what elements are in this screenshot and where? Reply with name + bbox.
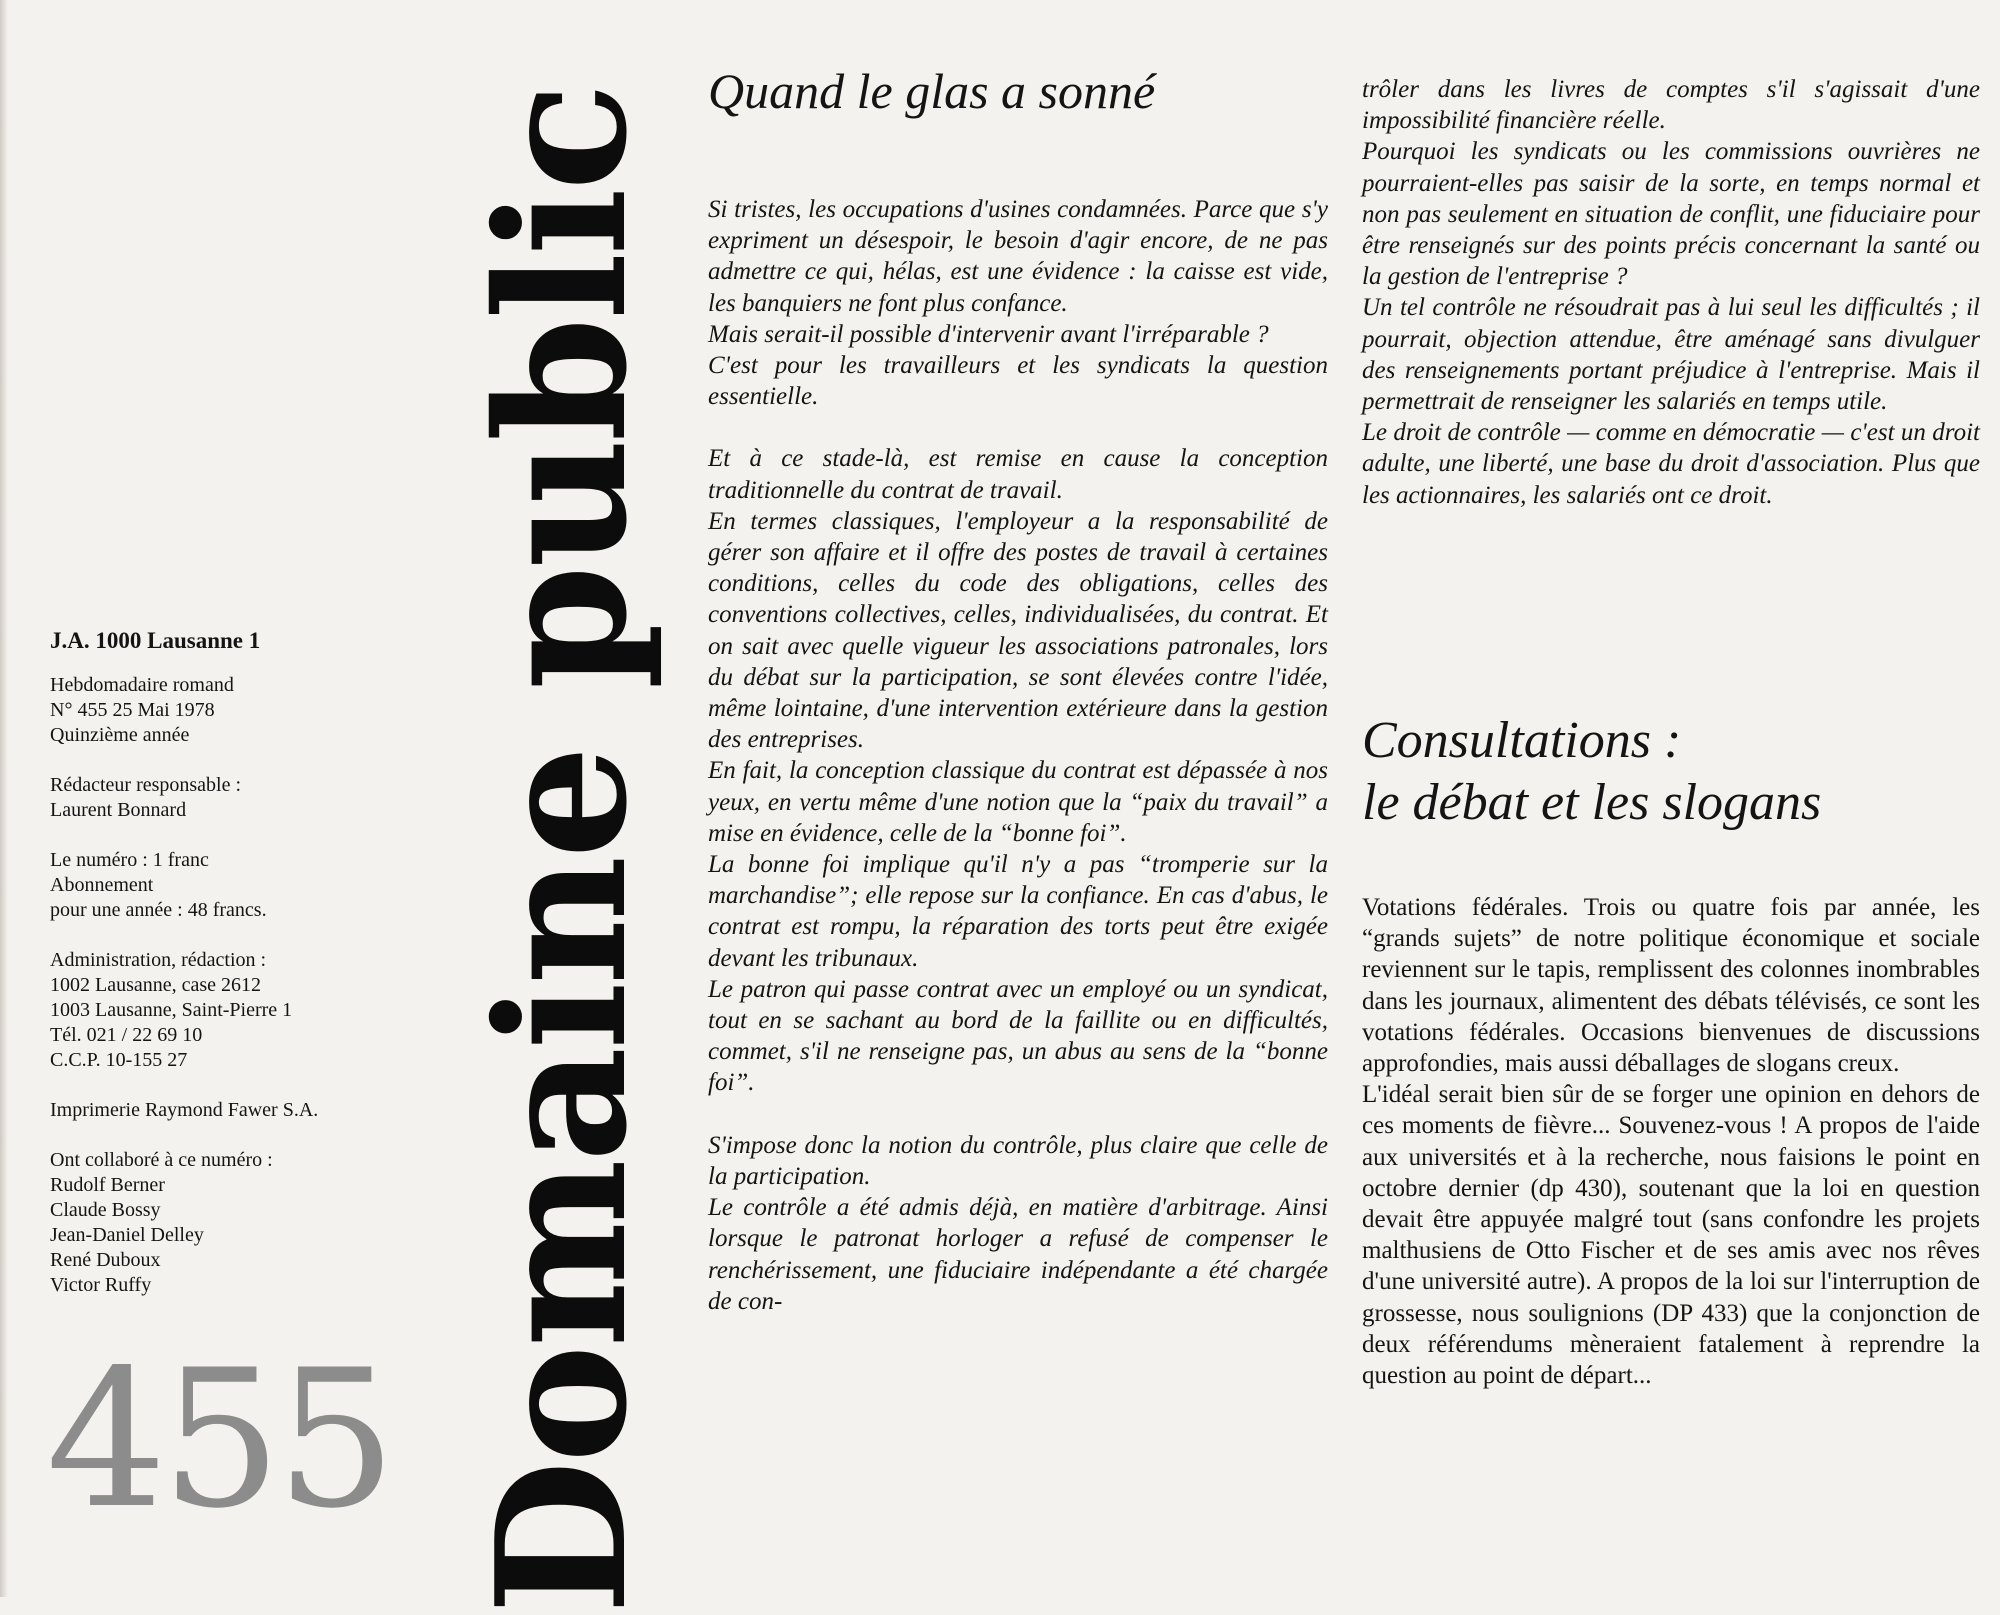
contributors-line: René Duboux [50, 1249, 161, 1271]
article1-column1 [708, 62, 1328, 1317]
article2-body [1362, 892, 1980, 1391]
administration-info [50, 948, 410, 1073]
article2-paragraph: Votations fédérales. Trois ou quatre fois par année, les “grands sujets” de notre politique économique et sociale reviennent sur le tapis, remplissent des colonnes inombrables dans les journaux, alimentent des débats télévisés, ce sont les votations fédérales. Occasions bienvenues de discussions approfondies, mais aussi déballages de slogans creux. [1362, 894, 1980, 1078]
article1-paragraph: Mais serait-il possible d'intervenir avant l'irréparable ? [708, 320, 1269, 348]
price-info [50, 848, 410, 923]
article1-paragraph: Un tel contrôle ne résoudrait pas à lui seul les difficultés ; il pourrait, objection attendue, être aménagé sans divulguer des renseignements portant préjudice à l'entreprise. Mais il permettrait de renseigner les salariés en temps utile. [1362, 294, 1980, 416]
article1-paragraph: trôler dans les livres de comptes s'il s'agissait d'une impossibilité financière réelle. [1362, 76, 1980, 135]
article1-title: Quand le glas a sonné [708, 63, 1156, 119]
contributors-info [50, 1148, 410, 1298]
article1-paragraph: En fait, la conception classique du contrat est dépassée à nos yeux, en vertu même d'une notion que la “paix du travail” a mise en évidence, celle de la “bonne foi”. [708, 757, 1328, 847]
publication-line: Hebdomadaire romand [50, 674, 234, 696]
contributors-line: Jean-Daniel Delley [50, 1224, 204, 1246]
contributors-line: Rudolf Berner [50, 1174, 165, 1196]
masthead-info [50, 628, 410, 1323]
article1-paragraph: Le contrôle a été admis déjà, en matière d'arbitrage. Ainsi lorsque le patronat horloger a refusé de compenser le renchérissement, une fiduciaire indépendante a été chargée de con- [708, 1194, 1328, 1315]
editor-line: Rédacteur responsable : [50, 774, 242, 796]
article1-paragraph: Le droit de contrôle — comme en démocratie — c'est un droit adulte, une liberté, une base du droit d'association. Plus que les actionnaires, les salariés ont ce droit. [1362, 419, 1980, 509]
article1-paragraph: Le patron qui passe contrat avec un employé ou un syndicat, tout en se sachant au bord de la faillite ou en difficultés, commet, s'il ne renseigne pas, un abus au sens de la “bonne foi”. [708, 975, 1328, 1097]
publication-title: Domaine public [457, 85, 666, 1615]
administration-line: Administration, rédaction : [50, 949, 267, 971]
editor-line: Laurent Bonnard [50, 799, 187, 821]
editor-info [50, 773, 410, 823]
article1-paragraph: Si tristes, les occupations d'usines condamnées. Parce que s'y expriment un désespoir, le besoin d'agir encore, de ne pas admettre ce qui, hélas, est une évidence : la caisse est vide, les banquiers ne font plus confance. [708, 196, 1328, 317]
printer-info [50, 1098, 410, 1123]
price-line: pour une année : 48 francs. [50, 899, 267, 921]
administration-line: Tél. 021 / 22 69 10 [50, 1024, 203, 1046]
price-line: Le numéro : 1 franc [50, 849, 209, 871]
issue-number: 455 [46, 1329, 391, 1550]
postal-mark: J.A. 1000 Lausanne 1 [50, 628, 261, 653]
paragraph-gap [708, 1099, 1328, 1130]
article2 [1362, 710, 1980, 1391]
article1-paragraph: La bonne foi implique qu'il n'y a pas “tromperie sur la marchandise”; elle repose sur la confiance. En cas d'abus, le contrat est rompu, la réparation des torts peut être exigée devant les tribunaux. [708, 851, 1328, 972]
contributors-line: Claude Bossy [50, 1199, 161, 1221]
article1-paragraph: C'est pour les travailleurs et les syndicats la question essentielle. [708, 352, 1328, 411]
administration-line: 1002 Lausanne, case 2612 [50, 974, 262, 996]
article1-column2 [1362, 74, 1980, 511]
article2-title [1362, 710, 1980, 834]
article1-paragraph: Et à ce stade-là, est remise en cause la conception traditionnelle du contrat de travail. [708, 445, 1328, 504]
price-line: Abonnement [50, 874, 154, 896]
article1-paragraph: En termes classiques, l'employeur a la responsabilité de gérer son affaire et il offre des postes de travail à certaines conditions, celles du code des obligations, celles des conventions collectives, celles, individualisées, du contrat. Et on sait avec quelle vigueur les associations patronales, lors du débat sur la participation, se sont élevées contre l'idée, même lointaine, d'une intervention extérieure dans la gestion des entreprises. [708, 507, 1328, 754]
article1-paragraph: S'impose donc la notion du contrôle, plus claire que celle de la participation. [708, 1131, 1328, 1190]
administration-line: 1003 Lausanne, Saint-Pierre 1 [50, 999, 293, 1021]
page-edge-shadow [0, 0, 8, 1597]
article2-title-line: le débat et les slogans [1362, 774, 1822, 831]
printer-line: Imprimerie Raymond Fawer S.A. [50, 1099, 319, 1121]
article1-paragraph: Pourquoi les syndicats ou les commissions ouvrières ne pourraient-elles pas saisir de la sorte, en temps normal et non pas seulement en situation de conflit, une fiduciaire pour être renseignés sur des points précis concernant la santé ou la gestion de l'entreprise ? [1362, 138, 1980, 291]
publication-title-area [457, 85, 666, 1615]
contributors-line: Victor Ruffy [50, 1274, 152, 1296]
publication-line: N° 455 25 Mai 1978 [50, 699, 215, 721]
article2-paragraph: L'idéal serait bien sûr de se forger une opinion en dehors de ces moments de fièvre... Souvenez-vous ! A propos de l'aide aux universités et à la recherche, nous faisions le point en octobre dernier (dp 430), soutenant que la loi en question devait être appuyée malgré tout (sans confondre les projets malthusiens de Otto Fischer et de ses amis avec nos rêves d'une université autre). A propos de la loi sur l'interruption de grossesse, nous soulignions (DP 433) que la conjonction de deux référendums mèneraient fatalement à reprendre la question au point de départ... [1362, 1081, 1980, 1390]
publication-line: Quinzième année [50, 724, 190, 746]
administration-line: C.C.P. 10-155 27 [50, 1049, 188, 1071]
publication-info [50, 673, 410, 748]
contributors-line: Ont collaboré à ce numéro : [50, 1149, 273, 1171]
article2-title-line: Consultations : [1362, 712, 1682, 769]
paragraph-gap [708, 412, 1328, 443]
